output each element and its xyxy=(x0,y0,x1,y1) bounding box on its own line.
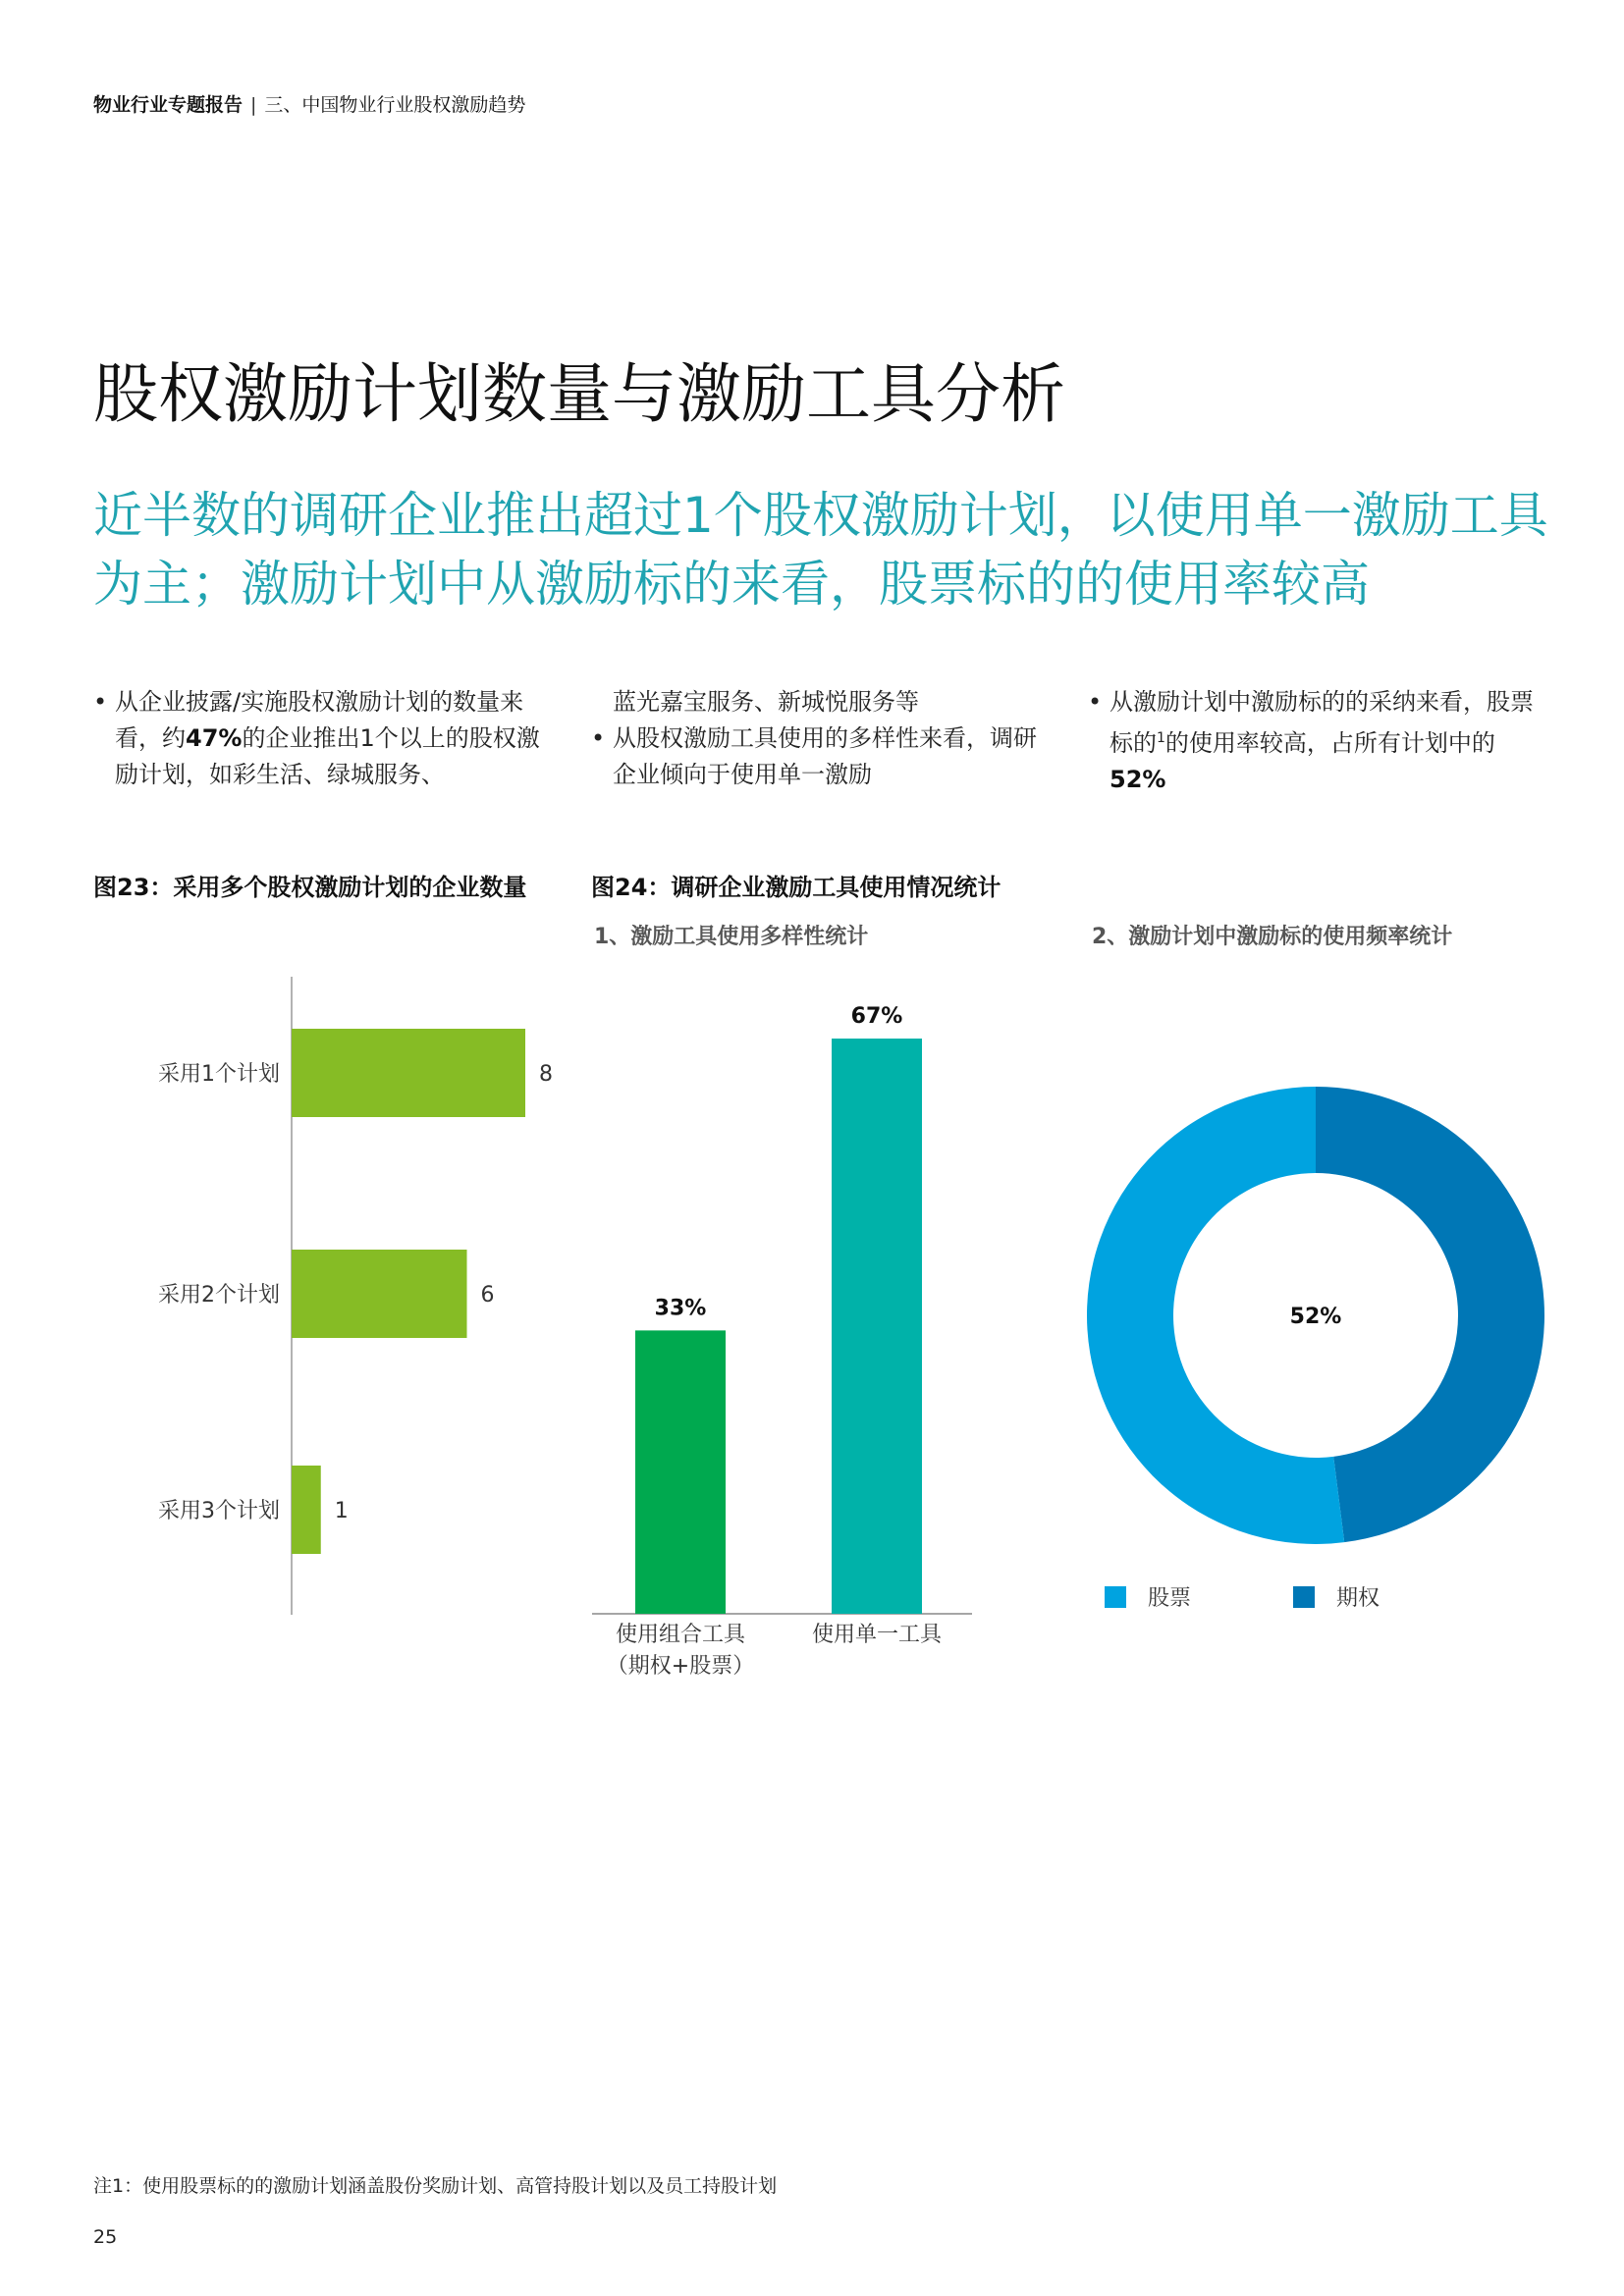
bar-category-label: 采用3个计划 xyxy=(158,1499,280,1523)
bar-value-label: 8 xyxy=(539,1062,553,1087)
donut-slice-期权 xyxy=(1316,1087,1544,1542)
column-category-label: 使用组合工具 xyxy=(615,1623,746,1647)
bullet-2-text: 从股权激励工具使用的多样性来看，调研企业倾向于使用单一激励 xyxy=(613,724,1037,788)
column-value-label: 67% xyxy=(850,1004,903,1029)
bullet-1-text-a: 从企业披露/实施股权激励计划的数量来看，约 xyxy=(115,688,524,752)
column-2 xyxy=(832,1039,922,1614)
header-section: 三、中国物业行业股权激励趋势 xyxy=(264,94,526,116)
bullet-3-footnote-marker: 1 xyxy=(1157,730,1165,746)
bar-2 xyxy=(292,1250,467,1338)
page-title: 股权激励计划数量与激励工具分析 xyxy=(93,356,1065,432)
legend-swatch xyxy=(1105,1586,1126,1608)
donut-center-label: 52% xyxy=(1289,1305,1342,1329)
figure-23-title: 图23：采用多个股权激励计划的企业数量 xyxy=(93,874,527,901)
column-category-label: 使用单一工具 xyxy=(811,1623,943,1647)
bullet-1-text-b: 的企业推出1个以上的股权激励计划，如彩生活、绿城服务、 xyxy=(115,724,540,788)
bar-3 xyxy=(292,1466,321,1554)
bullet-1-highlight: 47% xyxy=(186,724,243,752)
legend-swatch xyxy=(1293,1586,1315,1608)
figure-23-bar-chart xyxy=(158,977,553,1615)
figure-24-subtitle-2: 2、激励计划中激励标的使用频率统计 xyxy=(1092,925,1453,949)
footnote: 注1：使用股票标的的激励计划涵盖股份奖励计划、高管持股计划以及员工持股计划 xyxy=(93,2175,778,2197)
legend-label: 期权 xyxy=(1336,1586,1380,1611)
bar-value-label: 1 xyxy=(334,1499,349,1523)
header-separator: | xyxy=(250,94,257,116)
bar-value-label: 6 xyxy=(480,1283,495,1308)
bullet-dot-icon: • xyxy=(1088,688,1103,716)
figure-24-column-chart xyxy=(592,1004,972,1679)
bullet-1-continuation: 蓝光嘉宝服务、新城悦服务等 xyxy=(613,688,919,716)
bullet-3-text-a: 从激励计划中激励标的的采纳来看，股票标的 xyxy=(1110,688,1534,757)
column-category-label: （期权+股票） xyxy=(606,1654,755,1679)
column-1 xyxy=(635,1330,726,1614)
page-subtitle: 近半数的调研企业推出超过1个股权激励计划，以使用单一激励工具为主；激励计划中从激励标的来看，股票标的的使用率较高 xyxy=(93,487,1548,613)
bar-1 xyxy=(292,1029,525,1117)
bar-category-label: 采用2个计划 xyxy=(158,1283,280,1308)
bullet-3-highlight: 52% xyxy=(1110,766,1166,793)
figure-24-subtitle-1: 1、激励工具使用多样性统计 xyxy=(594,925,869,949)
figure-24-donut-chart xyxy=(1087,1087,1544,1611)
bullet-dot-icon: • xyxy=(591,724,606,752)
column-value-label: 33% xyxy=(654,1296,707,1321)
bullet-3-text-b: 的使用率较高，占所有计划中的 xyxy=(1164,729,1495,757)
report-brand: 物业行业专题报告 xyxy=(93,94,244,116)
page-number: 25 xyxy=(93,2226,118,2248)
bullet-dot-icon: • xyxy=(93,688,108,716)
bar-category-label: 采用1个计划 xyxy=(158,1062,280,1087)
legend-label: 股票 xyxy=(1148,1586,1192,1611)
figure-24-title: 图24：调研企业激励工具使用情况统计 xyxy=(591,874,1001,901)
